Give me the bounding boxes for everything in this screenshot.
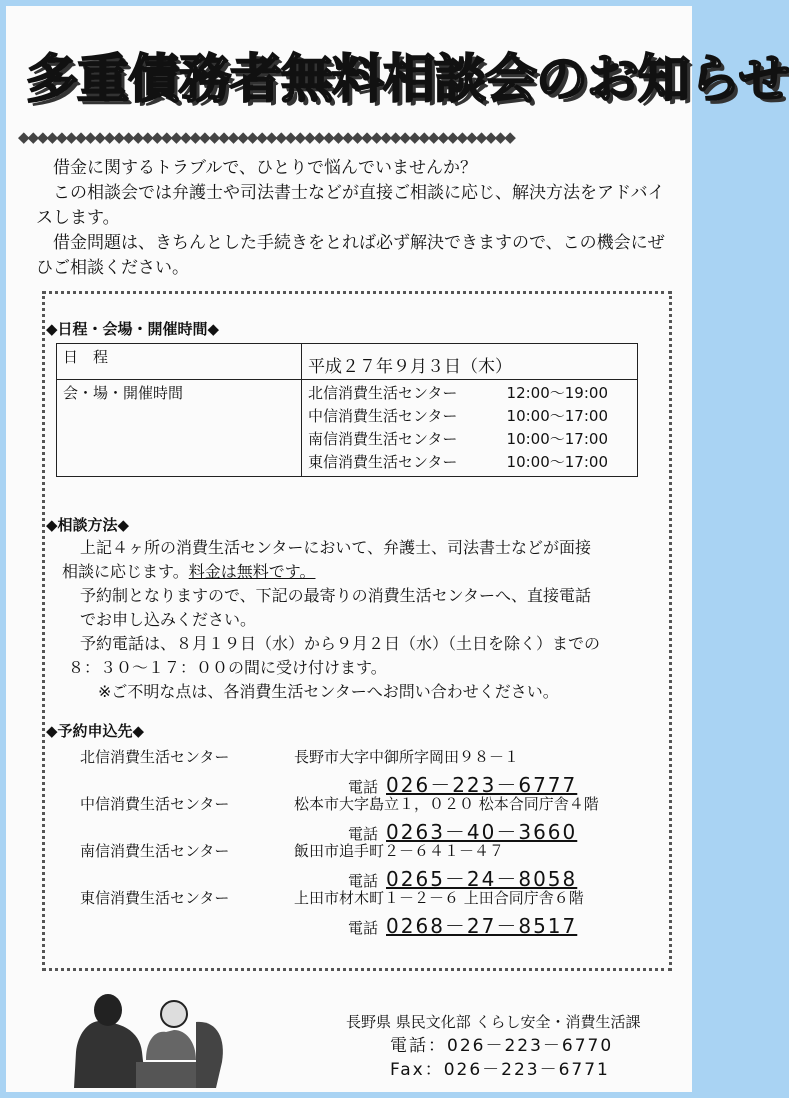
date-label: 日 程 [57, 344, 302, 380]
method-heading: ◆相談方法◆ [46, 516, 130, 534]
method-line: 予約制となりますので、下記の最寄りの消費生活センターへ、直接電話 [80, 586, 592, 605]
desk-shape [136, 1062, 196, 1088]
chair-shape [196, 1022, 223, 1088]
date-value: 平成２７年９月３日（木） [302, 344, 638, 380]
venue-label: 会・場・開催時間 [57, 380, 302, 477]
footer-fax [390, 1058, 641, 1082]
notice-sheet [6, 6, 789, 1092]
phone-number: 0268－27－8517 [386, 914, 578, 938]
contact-address: 飯田市追手町２－６４１－４７ [294, 842, 505, 860]
method-text [62, 536, 600, 704]
contact-name: 北信消費生活センター [80, 748, 230, 766]
phone-label: 電話 [348, 778, 379, 796]
center-name: 東信消費生活センター [308, 453, 458, 471]
fax-label: Fax： [390, 1060, 444, 1080]
center-row [308, 382, 608, 405]
client-head [94, 994, 122, 1026]
intro-line: 借金問題は、きちんとした手続きをとれば必ず解決できますので、この機会にぜひご相談ください。 [36, 233, 665, 278]
contact-phone[interactable] [348, 910, 577, 939]
center-name: 南信消費生活センター [308, 430, 458, 448]
intro-line: 借金に関するトラブルで、ひとりで悩んでいませんか？ [53, 158, 477, 178]
phone-label: 電話 [348, 919, 379, 937]
method-line: 相談に応じます。 [62, 562, 189, 581]
phone-label: 電話： [390, 1036, 447, 1056]
apply-heading: ◆予約申込先◆ [46, 722, 145, 740]
method-line: 上記４ヶ所の消費生活センターにおいて、弁護士、司法書士などが面接 [80, 538, 592, 557]
phone-number: 0265－24－8058 [386, 867, 578, 891]
phone-label: 電話 [348, 872, 379, 890]
phone-label: 電話 [348, 825, 379, 843]
center-time: 10:00～17:00 [506, 453, 608, 471]
footer-contact [346, 1010, 641, 1082]
center-name: 北信消費生活センター [308, 384, 458, 402]
contact-address: 長野市大字中御所字岡田９８－１ [294, 748, 520, 766]
diamond-divider: ◆◆◆◆◆◆◆◆◆◆◆◆◆◆◆◆◆◆◆◆◆◆◆◆◆◆◆◆◆◆◆◆◆◆◆◆◆◆◆◆◆◆◆◆◆◆◆◆◆◆◆◆ [18, 128, 514, 146]
center-time: 12:00～19:00 [506, 384, 608, 402]
contact-address: 松本市大字島立１，０２０ 松本合同庁舎４階 [294, 795, 599, 813]
advisor-head [161, 1001, 187, 1027]
client-figure [74, 1021, 146, 1088]
page-title: 多重債務者無料相談会のお知らせ [26, 50, 789, 110]
schedule-table [56, 343, 638, 477]
contact-name: 南信消費生活センター [80, 842, 230, 860]
department-name: 長野県 県民文化部 くらし安全・消費生活課 [346, 1013, 641, 1031]
method-line: でお申し込みください。 [80, 610, 257, 629]
schedule-heading: ◆日程・会場・開催時間◆ [46, 320, 220, 338]
center-time: 10:00～17:00 [506, 407, 608, 425]
center-row [308, 451, 608, 474]
contact-entry [76, 840, 656, 891]
center-time: 10:00～17:00 [506, 430, 608, 448]
fax-number: 026－223－6771 [443, 1060, 610, 1080]
contact-name: 中信消費生活センター [80, 795, 230, 813]
intro-line: この相談会では弁護士や司法書士などが直接ご相談に応じ、解決方法をアドバイスします。 [36, 183, 665, 228]
footer-phone [390, 1034, 641, 1058]
contact-list [76, 746, 656, 938]
free-of-charge-note: 料金は無料です。 [188, 562, 316, 581]
method-line: ８：３０～１７：００の間に受け付けます。 [68, 658, 387, 677]
advisor-figure [146, 1030, 196, 1060]
center-name: 中信消費生活センター [308, 407, 458, 425]
venue-list [302, 380, 638, 477]
center-row [308, 428, 608, 451]
contact-entry [76, 887, 656, 938]
inquiry-note: ※ご不明な点は、各消費生活センターへお問い合わせください。 [98, 682, 559, 701]
contact-address: 上田市材木町１－２－６ 上田合同庁舎６階 [294, 889, 584, 907]
intro-text [36, 156, 676, 281]
method-line: 予約電話は、８月１９日（水）から９月２日（水）（土日を除く）までの [80, 634, 601, 653]
phone-number: 0263－40－3660 [386, 820, 578, 844]
contact-name: 東信消費生活センター [80, 889, 230, 907]
consultation-illustration [66, 982, 236, 1088]
phone-number: 026－223－6777 [386, 773, 578, 797]
phone-number: 026－223－6770 [447, 1036, 614, 1056]
center-row [308, 405, 608, 428]
contact-entry [76, 793, 656, 844]
contact-entry [76, 746, 656, 797]
